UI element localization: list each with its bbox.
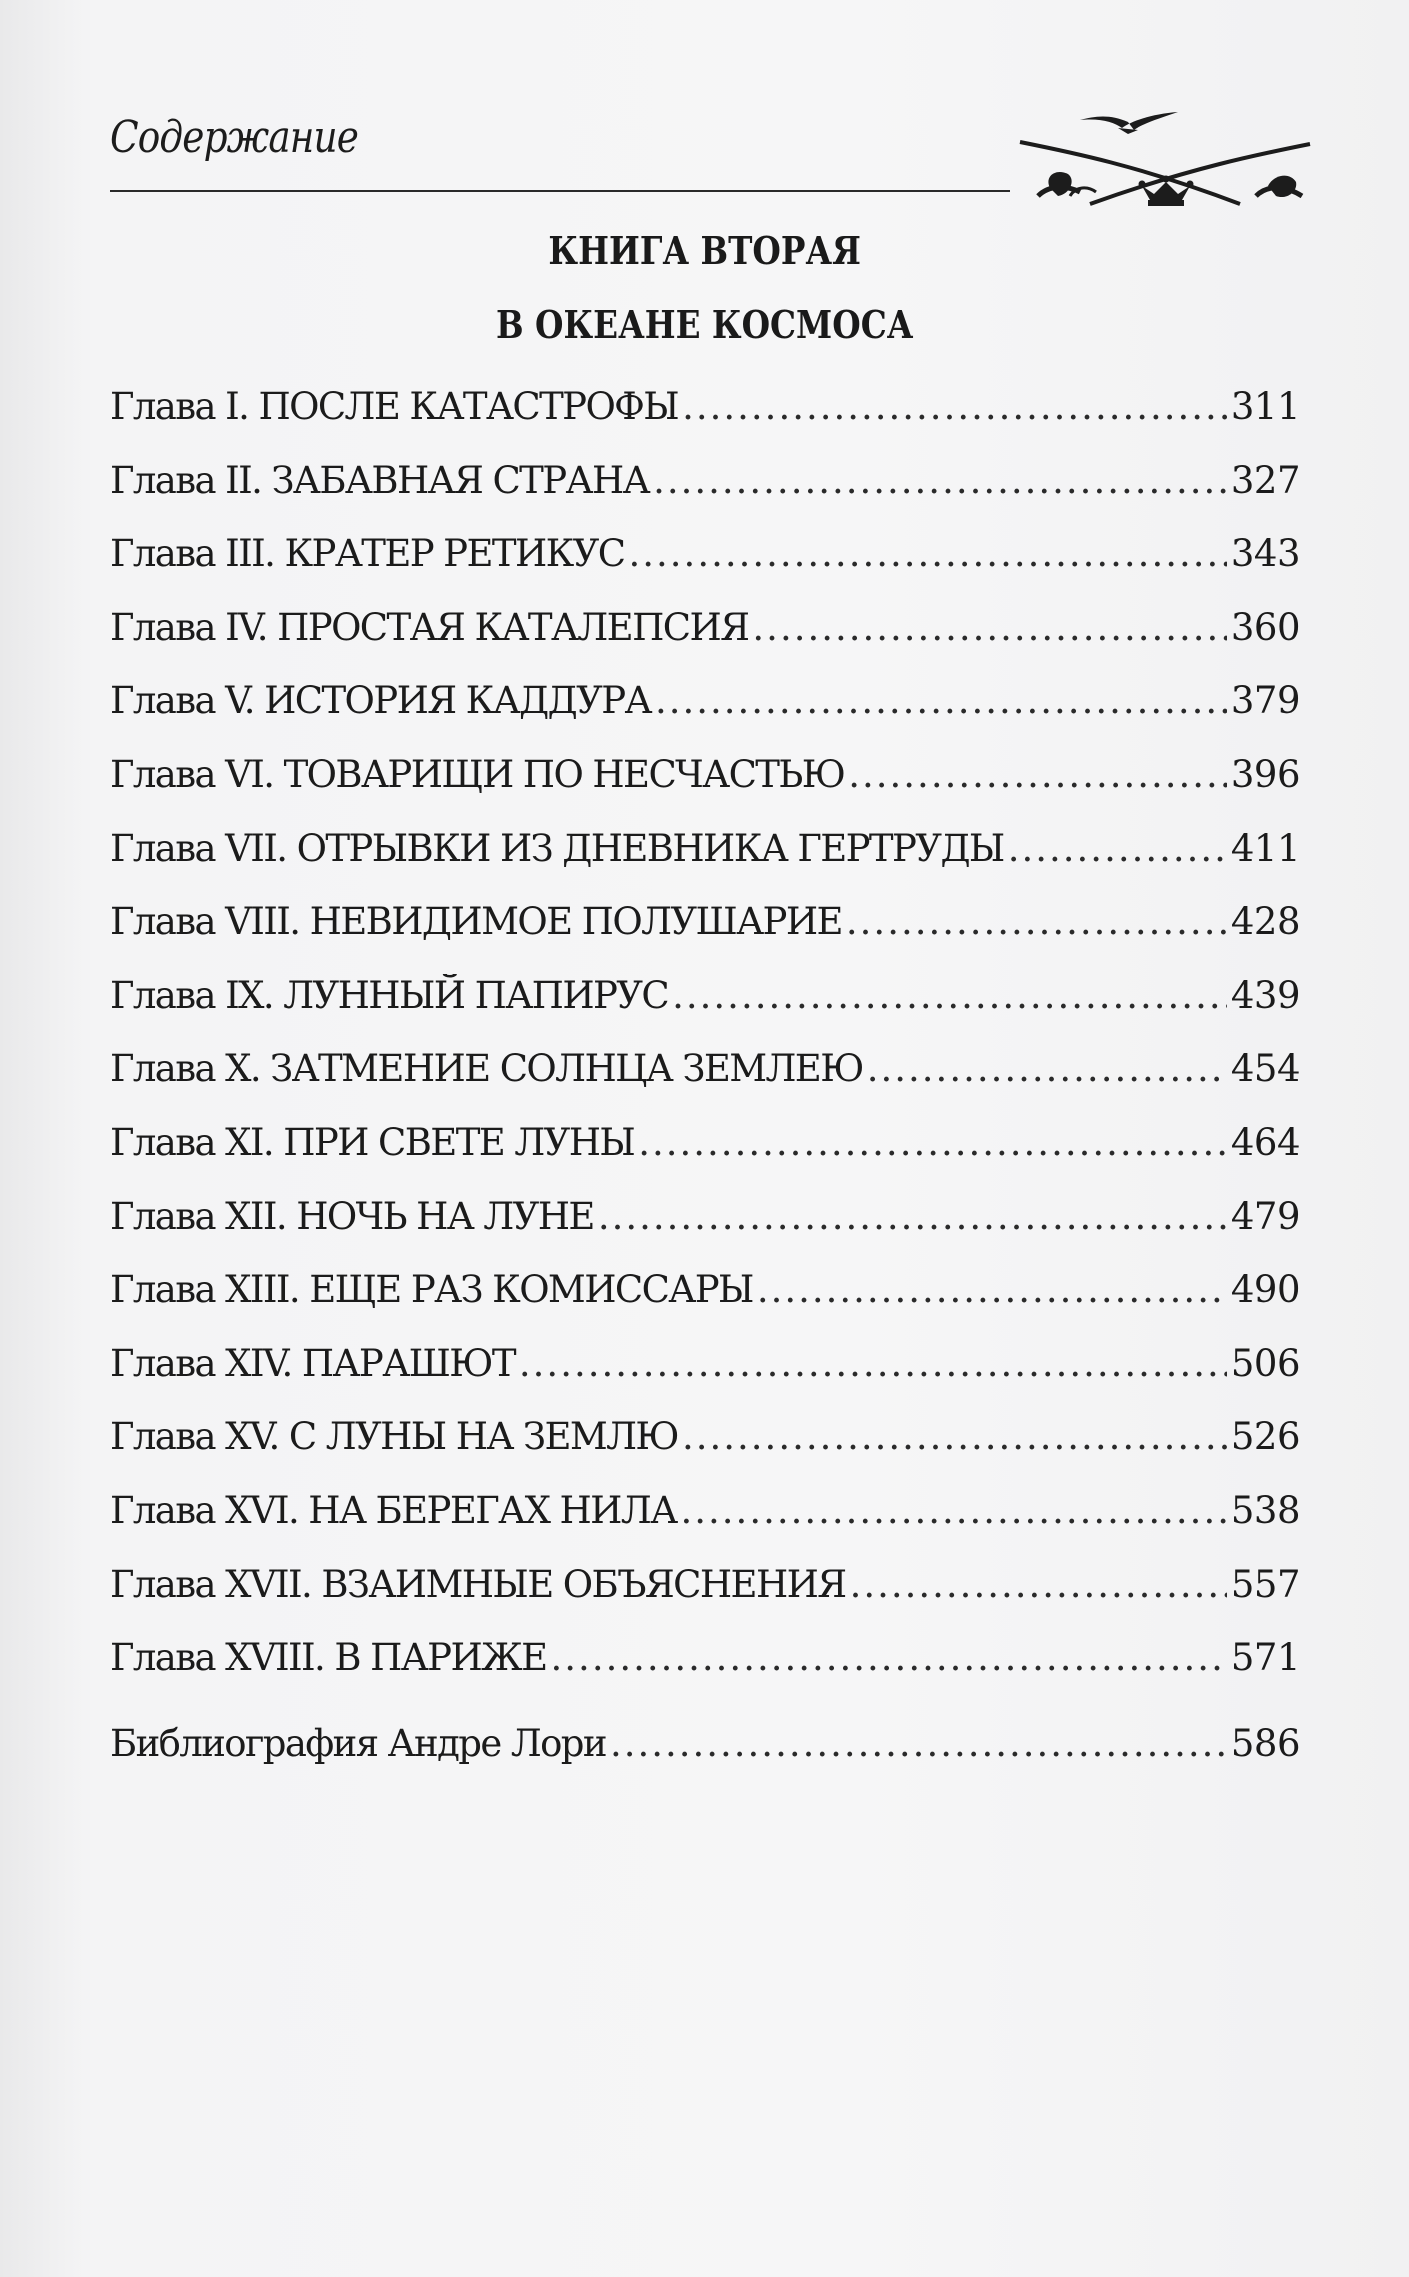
toc-entry-page: 571 <box>1230 1636 1300 1680</box>
toc-entry-bibliography[interactable] <box>110 1722 1300 1796</box>
toc-entry[interactable] <box>110 974 1300 1048</box>
book-part-heading: КНИГА ВТОРАЯ <box>548 228 861 273</box>
toc-entry-title: Глава XVII. ВЗАИМНЫЕ ОБЪЯСНЕНИЯ <box>110 1562 846 1606</box>
toc-dot-leader <box>757 1268 1227 1311</box>
toc-entry-title: Глава XVI. НА БЕРЕГАХ НИЛА <box>110 1488 677 1532</box>
toc-entry-title: Глава IV. ПРОСТАЯ КАТАЛЕПСИЯ <box>110 605 749 649</box>
toc-dot-leader <box>610 1722 1227 1765</box>
toc-entry-title: Глава XVIII. В ПАРИЖЕ <box>110 1636 547 1680</box>
toc-entry-page: 464 <box>1230 1120 1300 1164</box>
toc-entry-page: 538 <box>1230 1488 1300 1532</box>
toc-dot-leader <box>519 1342 1227 1385</box>
toc-entry-page: 327 <box>1230 458 1300 502</box>
toc-entry-page: 479 <box>1230 1194 1300 1238</box>
toc-entry-page: 439 <box>1230 973 1300 1017</box>
toc-dot-leader <box>1008 827 1227 870</box>
toc-entry-title: Глава VIII. НЕВИДИМОЕ ПОЛУШАРИЕ <box>110 900 842 944</box>
toc-entry-title: Глава V. ИСТОРИЯ КАДДУРА <box>110 679 651 723</box>
toc-dot-leader <box>682 385 1227 428</box>
toc-dot-leader <box>551 1636 1227 1679</box>
toc-entry-page: 428 <box>1230 900 1300 944</box>
toc-entry-page: 454 <box>1230 1047 1300 1091</box>
toc-dot-leader <box>752 606 1226 649</box>
toc-entry-page: 586 <box>1230 1721 1300 1765</box>
toc-entry[interactable] <box>110 679 1300 753</box>
toc-entry-page: 311 <box>1230 385 1300 428</box>
toc-entry[interactable] <box>110 385 1300 459</box>
toc-entry[interactable] <box>110 1636 1300 1710</box>
header-rule <box>110 190 1010 192</box>
toc-dot-leader <box>638 1121 1227 1164</box>
toc-dot-leader <box>598 1195 1227 1238</box>
toc-entry[interactable] <box>110 900 1300 974</box>
toc-entry-page: 379 <box>1230 679 1300 723</box>
toc-entry-title: Глава VI. ТОВАРИЩИ ПО НЕСЧАСТЬЮ <box>110 752 845 796</box>
toc-dot-leader <box>629 532 1227 575</box>
toc-entry-page: 506 <box>1230 1341 1300 1385</box>
toc-dot-leader <box>867 1047 1227 1090</box>
toc-entry-page: 557 <box>1230 1562 1300 1606</box>
toc-entry[interactable] <box>110 532 1300 606</box>
toc-entry-title: Глава XI. ПРИ СВЕТЕ ЛУНЫ <box>110 1120 635 1164</box>
toc-entry[interactable] <box>110 1195 1300 1269</box>
toc-entry-page: 343 <box>1230 532 1300 576</box>
crossed-sabers-eagle-crown-icon <box>1010 100 1330 210</box>
toc-entry[interactable] <box>110 1342 1300 1416</box>
toc-entry-title: Глава VII. ОТРЫВКИ ИЗ ДНЕВНИКА ГЕРТРУДЫ <box>110 826 1004 870</box>
page-header <box>110 100 1310 210</box>
table-of-contents <box>110 385 1300 1795</box>
toc-dot-leader <box>682 1415 1227 1458</box>
toc-entry-title: Глава XIV. ПАРАШЮТ <box>110 1341 515 1385</box>
toc-entry-title: Глава XV. С ЛУНЫ НА ЗЕМЛЮ <box>110 1415 678 1459</box>
toc-entry-title: Глава II. ЗАБАВНАЯ СТРАНА <box>110 458 650 502</box>
toc-dot-leader <box>850 1563 1227 1606</box>
toc-entry-title: Библиография Андре Лори <box>110 1721 606 1765</box>
toc-entry[interactable] <box>110 1268 1300 1342</box>
toc-entry[interactable] <box>110 827 1300 901</box>
toc-entry[interactable] <box>110 1415 1300 1489</box>
toc-dot-leader <box>653 459 1227 502</box>
running-head: Содержание <box>110 112 359 163</box>
toc-entry[interactable] <box>110 1121 1300 1195</box>
toc-dot-leader <box>672 974 1227 1017</box>
toc-entry-title: Глава XII. НОЧЬ НА ЛУНЕ <box>110 1194 594 1238</box>
toc-entry[interactable] <box>110 1047 1300 1121</box>
toc-entry[interactable] <box>110 753 1300 827</box>
toc-dot-leader <box>848 753 1227 796</box>
book-subtitle-heading: В ОКЕАНЕ КОСМОСА <box>495 302 914 347</box>
toc-entry-title: Глава X. ЗАТМЕНИЕ СОЛНЦА ЗЕМЛЕЮ <box>110 1047 863 1091</box>
toc-entry-page: 526 <box>1230 1415 1300 1459</box>
toc-entry[interactable] <box>110 606 1300 680</box>
toc-dot-leader <box>681 1489 1227 1532</box>
toc-entry-page: 490 <box>1230 1268 1300 1312</box>
toc-entry-title: Глава IX. ЛУННЫЙ ПАПИРУС <box>110 973 669 1017</box>
toc-entry[interactable] <box>110 1489 1300 1563</box>
toc-dot-leader <box>655 679 1227 722</box>
toc-entry[interactable] <box>110 459 1300 533</box>
toc-entry-title: Глава XIII. ЕЩЕ РАЗ КОМИССАРЫ <box>110 1268 753 1312</box>
toc-entry-title: Глава I. ПОСЛЕ КАТАСТРОФЫ <box>110 385 679 428</box>
toc-entry-title: Глава III. КРАТЕР РЕТИКУС <box>110 532 625 576</box>
toc-entry-page: 396 <box>1230 752 1300 796</box>
toc-entry-page: 360 <box>1230 605 1300 649</box>
toc-entry[interactable] <box>110 1563 1300 1637</box>
toc-entry-page: 411 <box>1230 826 1300 870</box>
toc-dot-leader <box>846 900 1227 943</box>
